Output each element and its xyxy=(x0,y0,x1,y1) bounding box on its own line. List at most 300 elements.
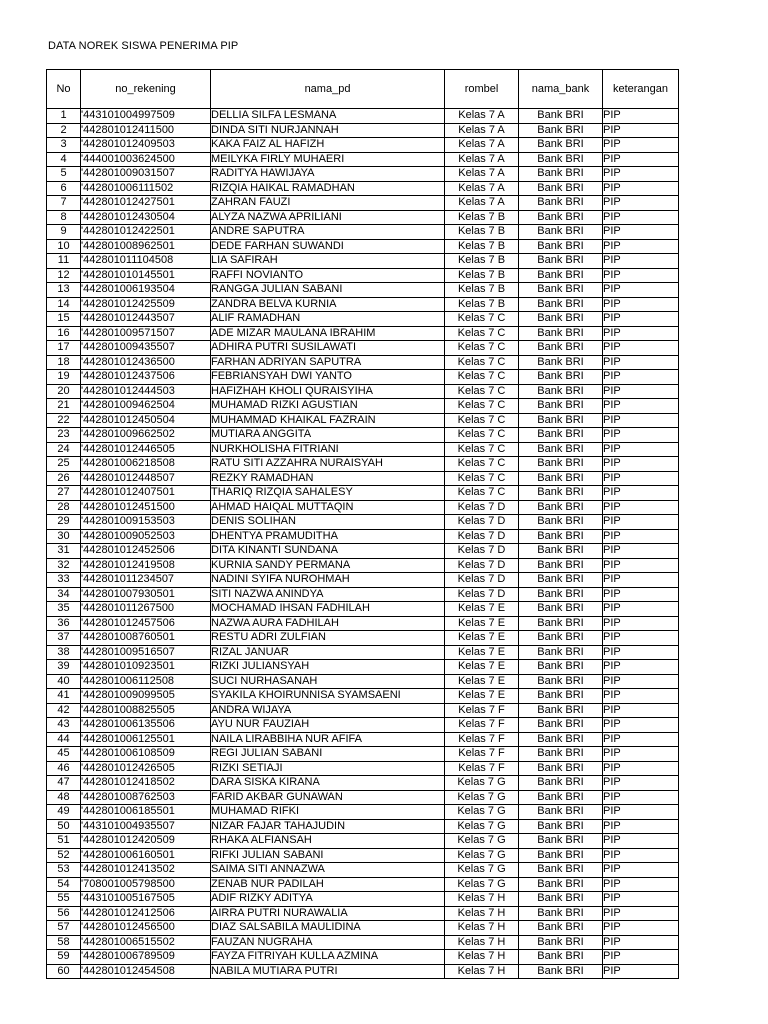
cell-no-rekening: '442801011234507 xyxy=(81,573,211,588)
cell-no: 31 xyxy=(47,544,81,559)
cell-rombel: Kelas 7 G xyxy=(445,877,519,892)
cell-no-rekening: '442801007930501 xyxy=(81,587,211,602)
cell-no-rekening: '442801012451500 xyxy=(81,500,211,515)
cell-no-rekening: '442801008825505 xyxy=(81,703,211,718)
cell-no: 5 xyxy=(47,167,81,182)
cell-keterangan: PIP xyxy=(603,819,679,834)
cell-nama-bank: Bank BRI xyxy=(519,674,603,689)
table-row xyxy=(47,602,679,617)
cell-no-rekening: '442801012443507 xyxy=(81,312,211,327)
cell-rombel: Kelas 7 C xyxy=(445,442,519,457)
cell-rombel: Kelas 7 C xyxy=(445,399,519,414)
table-row xyxy=(47,225,679,240)
cell-nama-bank: Bank BRI xyxy=(519,892,603,907)
cell-no: 17 xyxy=(47,341,81,356)
cell-keterangan: PIP xyxy=(603,109,679,124)
cell-nama-bank: Bank BRI xyxy=(519,703,603,718)
table-row xyxy=(47,834,679,849)
header-row xyxy=(47,70,679,109)
cell-nama-pd: SYAKILA KHOIRUNNISA SYAMSAENI xyxy=(211,689,445,704)
cell-no: 1 xyxy=(47,109,81,124)
cell-nama-pd: AYU NUR FAUZIAH xyxy=(211,718,445,733)
cell-no: 58 xyxy=(47,935,81,950)
cell-keterangan: PIP xyxy=(603,167,679,182)
cell-nama-pd: DENIS SOLIHAN xyxy=(211,515,445,530)
cell-keterangan: PIP xyxy=(603,877,679,892)
cell-rombel: Kelas 7 E xyxy=(445,631,519,646)
cell-no: 37 xyxy=(47,631,81,646)
cell-no: 26 xyxy=(47,471,81,486)
cell-no-rekening: '442801012419508 xyxy=(81,558,211,573)
cell-no: 27 xyxy=(47,486,81,501)
cell-no: 23 xyxy=(47,428,81,443)
cell-no-rekening: '442801009462504 xyxy=(81,399,211,414)
cell-no-rekening: '442801006789509 xyxy=(81,950,211,965)
cell-no-rekening: '442801012446505 xyxy=(81,442,211,457)
cell-rombel: Kelas 7 B xyxy=(445,210,519,225)
cell-no-rekening: '442801012456500 xyxy=(81,921,211,936)
cell-no: 60 xyxy=(47,964,81,979)
cell-rombel: Kelas 7 C xyxy=(445,413,519,428)
cell-keterangan: PIP xyxy=(603,921,679,936)
cell-nama-bank: Bank BRI xyxy=(519,573,603,588)
cell-nama-pd: DHENTYA PRAMUDITHA xyxy=(211,529,445,544)
cell-nama-pd: NADINI SYIFA NUROHMAH xyxy=(211,573,445,588)
cell-nama-bank: Bank BRI xyxy=(519,877,603,892)
cell-no-rekening: '442801009031507 xyxy=(81,167,211,182)
cell-keterangan: PIP xyxy=(603,732,679,747)
cell-nama-bank: Bank BRI xyxy=(519,616,603,631)
cell-keterangan: PIP xyxy=(603,312,679,327)
cell-no-rekening: '443101004935507 xyxy=(81,819,211,834)
cell-no: 54 xyxy=(47,877,81,892)
cell-keterangan: PIP xyxy=(603,935,679,950)
table-row xyxy=(47,819,679,834)
table-row xyxy=(47,254,679,269)
cell-nama-pd: ZANDRA BELVA KURNIA xyxy=(211,297,445,312)
cell-no-rekening: '443101004997509 xyxy=(81,109,211,124)
cell-rombel: Kelas 7 E xyxy=(445,674,519,689)
cell-nama-pd: ANDRA WIJAYA xyxy=(211,703,445,718)
cell-no-rekening: '442801006111502 xyxy=(81,181,211,196)
cell-no: 41 xyxy=(47,689,81,704)
cell-keterangan: PIP xyxy=(603,602,679,617)
cell-nama-pd: ADE MIZAR MAULANA IBRAHIM xyxy=(211,326,445,341)
cell-keterangan: PIP xyxy=(603,341,679,356)
cell-rombel: Kelas 7 B xyxy=(445,268,519,283)
cell-no: 16 xyxy=(47,326,81,341)
table-row xyxy=(47,442,679,457)
cell-keterangan: PIP xyxy=(603,892,679,907)
cell-nama-pd: ZAHRAN FAUZI xyxy=(211,196,445,211)
table-row xyxy=(47,123,679,138)
cell-nama-pd: AIRRA PUTRI NURAWALIA xyxy=(211,906,445,921)
cell-keterangan: PIP xyxy=(603,906,679,921)
cell-nama-pd: DINDA SITI NURJANNAH xyxy=(211,123,445,138)
cell-keterangan: PIP xyxy=(603,370,679,385)
cell-keterangan: PIP xyxy=(603,210,679,225)
cell-keterangan: PIP xyxy=(603,616,679,631)
cell-keterangan: PIP xyxy=(603,138,679,153)
cell-keterangan: PIP xyxy=(603,283,679,298)
cell-no-rekening: '442801012407501 xyxy=(81,486,211,501)
cell-keterangan: PIP xyxy=(603,573,679,588)
cell-nama-bank: Bank BRI xyxy=(519,341,603,356)
cell-rombel: Kelas 7 G xyxy=(445,805,519,820)
cell-nama-pd: AHMAD HAIQAL MUTTAQIN xyxy=(211,500,445,515)
cell-no-rekening: '442801012457506 xyxy=(81,616,211,631)
cell-keterangan: PIP xyxy=(603,776,679,791)
cell-no-rekening: '442801008760501 xyxy=(81,631,211,646)
cell-no-rekening: '442801006112508 xyxy=(81,674,211,689)
cell-nama-pd: SITI NAZWA ANINDYA xyxy=(211,587,445,602)
cell-keterangan: PIP xyxy=(603,790,679,805)
cell-nama-pd: MOCHAMAD IHSAN FADHILAH xyxy=(211,602,445,617)
table-row xyxy=(47,341,679,356)
cell-nama-pd: RIZKI SETIAJI xyxy=(211,761,445,776)
cell-no: 38 xyxy=(47,645,81,660)
header-nama-bank: nama_bank xyxy=(519,70,603,109)
table-row xyxy=(47,109,679,124)
cell-no-rekening: '442801006218508 xyxy=(81,457,211,472)
cell-nama-pd: ADIF RIZKY ADITYA xyxy=(211,892,445,907)
cell-nama-pd: SUCI NURHASANAH xyxy=(211,674,445,689)
cell-nama-bank: Bank BRI xyxy=(519,384,603,399)
cell-nama-bank: Bank BRI xyxy=(519,819,603,834)
cell-keterangan: PIP xyxy=(603,587,679,602)
cell-rombel: Kelas 7 C xyxy=(445,428,519,443)
cell-no-rekening: '442801012422501 xyxy=(81,225,211,240)
table-row xyxy=(47,631,679,646)
cell-no-rekening: '442801012430504 xyxy=(81,210,211,225)
cell-no: 35 xyxy=(47,602,81,617)
cell-no: 13 xyxy=(47,283,81,298)
cell-no-rekening: '442801009052503 xyxy=(81,529,211,544)
cell-nama-bank: Bank BRI xyxy=(519,297,603,312)
table-row xyxy=(47,326,679,341)
cell-keterangan: PIP xyxy=(603,471,679,486)
cell-keterangan: PIP xyxy=(603,413,679,428)
cell-no-rekening: '442801006135506 xyxy=(81,718,211,733)
table-row xyxy=(47,529,679,544)
cell-rombel: Kelas 7 C xyxy=(445,486,519,501)
cell-keterangan: PIP xyxy=(603,457,679,472)
cell-nama-bank: Bank BRI xyxy=(519,587,603,602)
table-row xyxy=(47,805,679,820)
cell-no: 32 xyxy=(47,558,81,573)
cell-rombel: Kelas 7 D xyxy=(445,587,519,602)
table-row xyxy=(47,428,679,443)
cell-no: 2 xyxy=(47,123,81,138)
table-row xyxy=(47,747,679,762)
cell-rombel: Kelas 7 A xyxy=(445,196,519,211)
cell-keterangan: PIP xyxy=(603,660,679,675)
cell-nama-bank: Bank BRI xyxy=(519,732,603,747)
cell-no: 7 xyxy=(47,196,81,211)
table-row xyxy=(47,964,679,979)
cell-no-rekening: '442801010145501 xyxy=(81,268,211,283)
cell-no: 53 xyxy=(47,863,81,878)
table-row xyxy=(47,921,679,936)
cell-nama-bank: Bank BRI xyxy=(519,457,603,472)
table-row xyxy=(47,790,679,805)
cell-nama-pd: DIAZ SALSABILA MAULIDINA xyxy=(211,921,445,936)
cell-nama-bank: Bank BRI xyxy=(519,747,603,762)
cell-rombel: Kelas 7 D xyxy=(445,573,519,588)
cell-nama-pd: REZKY RAMADHAN xyxy=(211,471,445,486)
cell-nama-pd: NIZAR FAJAR TAHAJUDIN xyxy=(211,819,445,834)
cell-nama-bank: Bank BRI xyxy=(519,515,603,530)
cell-rombel: Kelas 7 B xyxy=(445,297,519,312)
table-row xyxy=(47,892,679,907)
cell-nama-bank: Bank BRI xyxy=(519,921,603,936)
cell-no-rekening: '442801006125501 xyxy=(81,732,211,747)
cell-nama-pd: DEDE FARHAN SUWANDI xyxy=(211,239,445,254)
cell-nama-bank: Bank BRI xyxy=(519,196,603,211)
cell-nama-pd: RAFFI NOVIANTO xyxy=(211,268,445,283)
cell-nama-pd: FAYZA FITRIYAH KULLA AZMINA xyxy=(211,950,445,965)
cell-nama-bank: Bank BRI xyxy=(519,312,603,327)
cell-no: 22 xyxy=(47,413,81,428)
cell-nama-pd: RHAKA ALFIANSAH xyxy=(211,834,445,849)
cell-nama-bank: Bank BRI xyxy=(519,326,603,341)
cell-rombel: Kelas 7 A xyxy=(445,181,519,196)
cell-no: 8 xyxy=(47,210,81,225)
cell-nama-pd: MUHAMAD RIFKI xyxy=(211,805,445,820)
cell-nama-bank: Bank BRI xyxy=(519,413,603,428)
cell-keterangan: PIP xyxy=(603,747,679,762)
cell-nama-pd: THARIQ RIZQIA SAHALESY xyxy=(211,486,445,501)
table-row xyxy=(47,413,679,428)
cell-keterangan: PIP xyxy=(603,863,679,878)
table-row xyxy=(47,196,679,211)
cell-no-rekening: '442801008762503 xyxy=(81,790,211,805)
cell-no-rekening: '442801012454508 xyxy=(81,964,211,979)
cell-rombel: Kelas 7 C xyxy=(445,341,519,356)
table-row xyxy=(47,471,679,486)
cell-no-rekening: '442801012448507 xyxy=(81,471,211,486)
cell-nama-pd: ALIF RAMADHAN xyxy=(211,312,445,327)
table-row xyxy=(47,587,679,602)
cell-rombel: Kelas 7 D xyxy=(445,500,519,515)
cell-nama-bank: Bank BRI xyxy=(519,109,603,124)
cell-no: 40 xyxy=(47,674,81,689)
table-row xyxy=(47,761,679,776)
cell-no-rekening: '442801012452506 xyxy=(81,544,211,559)
cell-no: 24 xyxy=(47,442,81,457)
cell-rombel: Kelas 7 A xyxy=(445,109,519,124)
cell-no: 57 xyxy=(47,921,81,936)
cell-keterangan: PIP xyxy=(603,428,679,443)
cell-nama-bank: Bank BRI xyxy=(519,848,603,863)
cell-nama-pd: REGI JULIAN SABANI xyxy=(211,747,445,762)
cell-nama-pd: LIA SAFIRAH xyxy=(211,254,445,269)
cell-keterangan: PIP xyxy=(603,964,679,979)
recipients-table xyxy=(46,69,679,979)
table-row xyxy=(47,370,679,385)
cell-rombel: Kelas 7 G xyxy=(445,848,519,863)
cell-nama-pd: DITA KINANTI SUNDANA xyxy=(211,544,445,559)
cell-rombel: Kelas 7 H xyxy=(445,906,519,921)
cell-nama-bank: Bank BRI xyxy=(519,167,603,182)
cell-keterangan: PIP xyxy=(603,515,679,530)
cell-no-rekening: '442801012425509 xyxy=(81,297,211,312)
cell-no: 43 xyxy=(47,718,81,733)
header-keterangan: keterangan xyxy=(603,70,679,109)
cell-no: 56 xyxy=(47,906,81,921)
cell-rombel: Kelas 7 B xyxy=(445,239,519,254)
cell-keterangan: PIP xyxy=(603,268,679,283)
cell-nama-bank: Bank BRI xyxy=(519,544,603,559)
cell-rombel: Kelas 7 F xyxy=(445,761,519,776)
cell-nama-bank: Bank BRI xyxy=(519,834,603,849)
cell-nama-pd: RIZQIA HAIKAL RAMADHAN xyxy=(211,181,445,196)
cell-keterangan: PIP xyxy=(603,689,679,704)
cell-no-rekening: '442801009662502 xyxy=(81,428,211,443)
cell-no-rekening: '442801010923501 xyxy=(81,660,211,675)
cell-nama-pd: FARID AKBAR GUNAWAN xyxy=(211,790,445,805)
cell-rombel: Kelas 7 C xyxy=(445,384,519,399)
cell-no-rekening: '442801012409503 xyxy=(81,138,211,153)
cell-nama-bank: Bank BRI xyxy=(519,761,603,776)
cell-no-rekening: '442801009435507 xyxy=(81,341,211,356)
table-row xyxy=(47,399,679,414)
cell-no: 19 xyxy=(47,370,81,385)
table-row xyxy=(47,703,679,718)
cell-nama-pd: MUHAMAD RIZKI AGUSTIAN xyxy=(211,399,445,414)
cell-no: 47 xyxy=(47,776,81,791)
cell-nama-pd: KAKA FAIZ AL HAFIZH xyxy=(211,138,445,153)
cell-no: 50 xyxy=(47,819,81,834)
cell-nama-bank: Bank BRI xyxy=(519,225,603,240)
cell-rombel: Kelas 7 A xyxy=(445,138,519,153)
cell-keterangan: PIP xyxy=(603,181,679,196)
table-row xyxy=(47,268,679,283)
cell-keterangan: PIP xyxy=(603,674,679,689)
cell-rombel: Kelas 7 D xyxy=(445,558,519,573)
cell-rombel: Kelas 7 G xyxy=(445,863,519,878)
cell-no-rekening: '442801006185501 xyxy=(81,805,211,820)
cell-no: 9 xyxy=(47,225,81,240)
cell-nama-pd: ANDRE SAPUTRA xyxy=(211,225,445,240)
cell-no-rekening: '442801009571507 xyxy=(81,326,211,341)
cell-no: 59 xyxy=(47,950,81,965)
cell-rombel: Kelas 7 B xyxy=(445,254,519,269)
cell-no: 36 xyxy=(47,616,81,631)
table-row xyxy=(47,877,679,892)
cell-rombel: Kelas 7 B xyxy=(445,225,519,240)
cell-nama-pd: SAIMA SITI ANNAZWA xyxy=(211,863,445,878)
cell-rombel: Kelas 7 C xyxy=(445,312,519,327)
cell-no-rekening: '442801012411500 xyxy=(81,123,211,138)
cell-no: 55 xyxy=(47,892,81,907)
cell-no: 51 xyxy=(47,834,81,849)
cell-no: 44 xyxy=(47,732,81,747)
table-row xyxy=(47,776,679,791)
cell-nama-bank: Bank BRI xyxy=(519,370,603,385)
table-row xyxy=(47,558,679,573)
cell-rombel: Kelas 7 E xyxy=(445,660,519,675)
cell-no-rekening: '442801012427501 xyxy=(81,196,211,211)
cell-nama-bank: Bank BRI xyxy=(519,239,603,254)
cell-rombel: Kelas 7 G xyxy=(445,819,519,834)
cell-nama-bank: Bank BRI xyxy=(519,399,603,414)
cell-keterangan: PIP xyxy=(603,848,679,863)
table-row xyxy=(47,210,679,225)
cell-no-rekening: '442801006160501 xyxy=(81,848,211,863)
table-row xyxy=(47,573,679,588)
table-row xyxy=(47,645,679,660)
cell-nama-bank: Bank BRI xyxy=(519,428,603,443)
cell-no: 21 xyxy=(47,399,81,414)
cell-no-rekening: '442801012426505 xyxy=(81,761,211,776)
cell-nama-pd: DARA SISKA KIRANA xyxy=(211,776,445,791)
cell-rombel: Kelas 7 C xyxy=(445,370,519,385)
cell-rombel: Kelas 7 F xyxy=(445,703,519,718)
header-nama-pd: nama_pd xyxy=(211,70,445,109)
cell-nama-pd: MUHAMMAD KHAIKAL FAZRAIN xyxy=(211,413,445,428)
cell-nama-bank: Bank BRI xyxy=(519,863,603,878)
cell-rombel: Kelas 7 C xyxy=(445,471,519,486)
cell-rombel: Kelas 7 E xyxy=(445,689,519,704)
cell-keterangan: PIP xyxy=(603,558,679,573)
cell-no-rekening: '442801011104508 xyxy=(81,254,211,269)
cell-nama-pd: DELLIA SILFA LESMANA xyxy=(211,109,445,124)
cell-rombel: Kelas 7 H xyxy=(445,950,519,965)
cell-keterangan: PIP xyxy=(603,152,679,167)
cell-no-rekening: '442801012450504 xyxy=(81,413,211,428)
cell-rombel: Kelas 7 C xyxy=(445,355,519,370)
cell-no: 42 xyxy=(47,703,81,718)
cell-no: 29 xyxy=(47,515,81,530)
cell-keterangan: PIP xyxy=(603,297,679,312)
cell-nama-bank: Bank BRI xyxy=(519,529,603,544)
cell-no: 49 xyxy=(47,805,81,820)
cell-no: 14 xyxy=(47,297,81,312)
cell-no: 6 xyxy=(47,181,81,196)
cell-nama-pd: NURKHOLISHA FITRIANI xyxy=(211,442,445,457)
header-no: No xyxy=(47,70,81,109)
cell-nama-bank: Bank BRI xyxy=(519,210,603,225)
table-row xyxy=(47,544,679,559)
cell-rombel: Kelas 7 A xyxy=(445,167,519,182)
cell-no: 45 xyxy=(47,747,81,762)
cell-rombel: Kelas 7 C xyxy=(445,457,519,472)
cell-keterangan: PIP xyxy=(603,631,679,646)
cell-nama-pd: RIFKI JULIAN SABANI xyxy=(211,848,445,863)
cell-keterangan: PIP xyxy=(603,196,679,211)
document-title: DATA NOREK SISWA PENERIMA PIP xyxy=(48,40,239,52)
table-row xyxy=(47,457,679,472)
cell-nama-pd: KURNIA SANDY PERMANA xyxy=(211,558,445,573)
table-row xyxy=(47,689,679,704)
cell-rombel: Kelas 7 B xyxy=(445,283,519,298)
cell-rombel: Kelas 7 H xyxy=(445,921,519,936)
cell-keterangan: PIP xyxy=(603,384,679,399)
cell-no: 52 xyxy=(47,848,81,863)
cell-no-rekening: '442801011267500 xyxy=(81,602,211,617)
cell-nama-bank: Bank BRI xyxy=(519,355,603,370)
cell-nama-pd: NAZWA AURA FADHILAH xyxy=(211,616,445,631)
cell-no: 39 xyxy=(47,660,81,675)
cell-rombel: Kelas 7 D xyxy=(445,515,519,530)
table-row xyxy=(47,935,679,950)
cell-no-rekening: '442801012444503 xyxy=(81,384,211,399)
cell-keterangan: PIP xyxy=(603,544,679,559)
cell-no: 20 xyxy=(47,384,81,399)
cell-rombel: Kelas 7 H xyxy=(445,892,519,907)
cell-rombel: Kelas 7 E xyxy=(445,602,519,617)
